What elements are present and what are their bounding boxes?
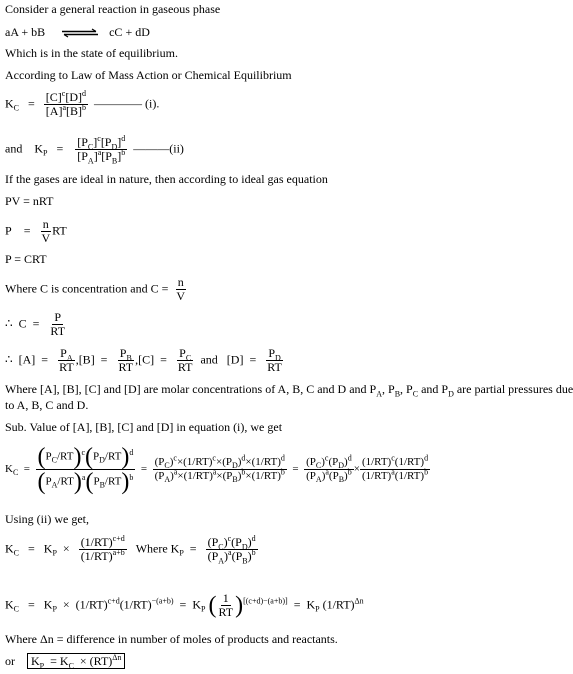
products: cC + dD — [109, 25, 150, 39]
using-ii-text: Using (ii) we get, — [5, 512, 89, 526]
kc-equation: $K_C$ = $\frac{[C]^c[D]^d}{[A]^a[B]^b}$ ———— (i). — [5, 89, 160, 118]
substitution-text: Sub. Value of [A], [B], [C] and [D] in equation (i), we get — [5, 420, 283, 434]
concentration-explanation: Where [A], [B], [C] and [D] are molar concentrations of A, B, C and D and $P_A$, $P_B$, $P_C$ and $P_D$ are partial pressures due — [5, 382, 573, 399]
kc-substituted-equation: $K_C$ = $\frac{(P_C/RT)^c(P_D/RT)^d}{(P_A/RT)^a(P_B/RT)^b}$ = $\frac{(P_C)^c\times(1/RT)^c\times(P_D)^d\times(1/RT)^d}{(P_A)^a\times(1/RT)^a\times(P_B)^b\times(1/RT)^b}$ = $\frac{(P_C)^c(P_D)^d}{(P_A)^a(P_B)^b}$ × $\frac{(1/RT)^c(1/RT)^d}{(1/RT)^a(1/RT)^b}$ — [5, 444, 429, 495]
intro-text: Consider a general reaction in gaseous phase — [5, 2, 221, 16]
concentration-explanation-cont: to A, B, C and D. — [5, 398, 89, 412]
equilibrium-arrow-icon — [62, 29, 98, 37]
ideal-gas-text: If the gases are ideal in nature, then according to ideal gas equation — [5, 172, 328, 186]
equilibrium-text: Which is in the state of equilibrium. — [5, 46, 178, 60]
law-of-mass-action-text: According to Law of Mass Action or Chemical Equilibrium — [5, 68, 292, 82]
kp-fraction: $\frac{[P_C]^c[P_D]^d}{[P_A]^a[P_B]^b}$ — [77, 134, 126, 166]
ideal-gas-equation: PV = nRT — [5, 194, 54, 208]
p-equation: P = $\frac{n}{V}$ RT — [5, 217, 67, 245]
molar-concentration-equations: ∴ [A] = $\frac{P_A}{RT}$ ,[B] = $\frac{P_B}{RT}$ ,[C] = $\frac{P_C}{RT}$ and [D] = $\frac{P_D}{RT}$ — [5, 346, 282, 374]
kc-kp-relation: $K_C = K_P$ × $\frac{(1/RT)^{c+d}}{(1/RT)^{a+b}}$ Where $K_P$ = $\frac{(P_C)^c(P_D)^d}{(P_A)^a(P_B)^b}$ — [5, 534, 256, 566]
reactants: aA + bB — [5, 25, 46, 39]
reaction-equation — [5, 25, 150, 39]
p-crt-equation: P = CRT — [5, 252, 47, 266]
c-equation: ∴ C = $\frac{P}{RT}$ — [5, 310, 66, 338]
delta-n-definition: Where Δn = difference in number of moles of products and reactants. — [5, 632, 338, 646]
kc-fraction: $\frac{[C]^c[D]^d}{[A]^a[B]^b}$ — [45, 89, 87, 118]
final-relation: or $K_P = K_C \times (RT)^{\Delta n}$ — [5, 654, 125, 668]
concentration-definition: Where C is concentration and C = $\frac{n}{V}$ — [5, 275, 186, 303]
kc-kp-exponent-form: $K_C = K_P \times (1/RT)^{c+d}(1/RT)^{-(a+b)} = K_P$ ( $\frac{1}{RT}$ )$[(c+d)-(a+b)] = K_P$ $(1/RT)^{\Delta n}$ — [5, 591, 364, 619]
final-boxed-equation: $K_P = K_C \times (RT)^{\Delta n}$ — [27, 653, 125, 669]
kp-equation: and $K_P$ = $\frac{[P_C]^c[P_D]^d}{[P_A]^a[P_B]^b}$ ———(ii) — [5, 134, 184, 166]
